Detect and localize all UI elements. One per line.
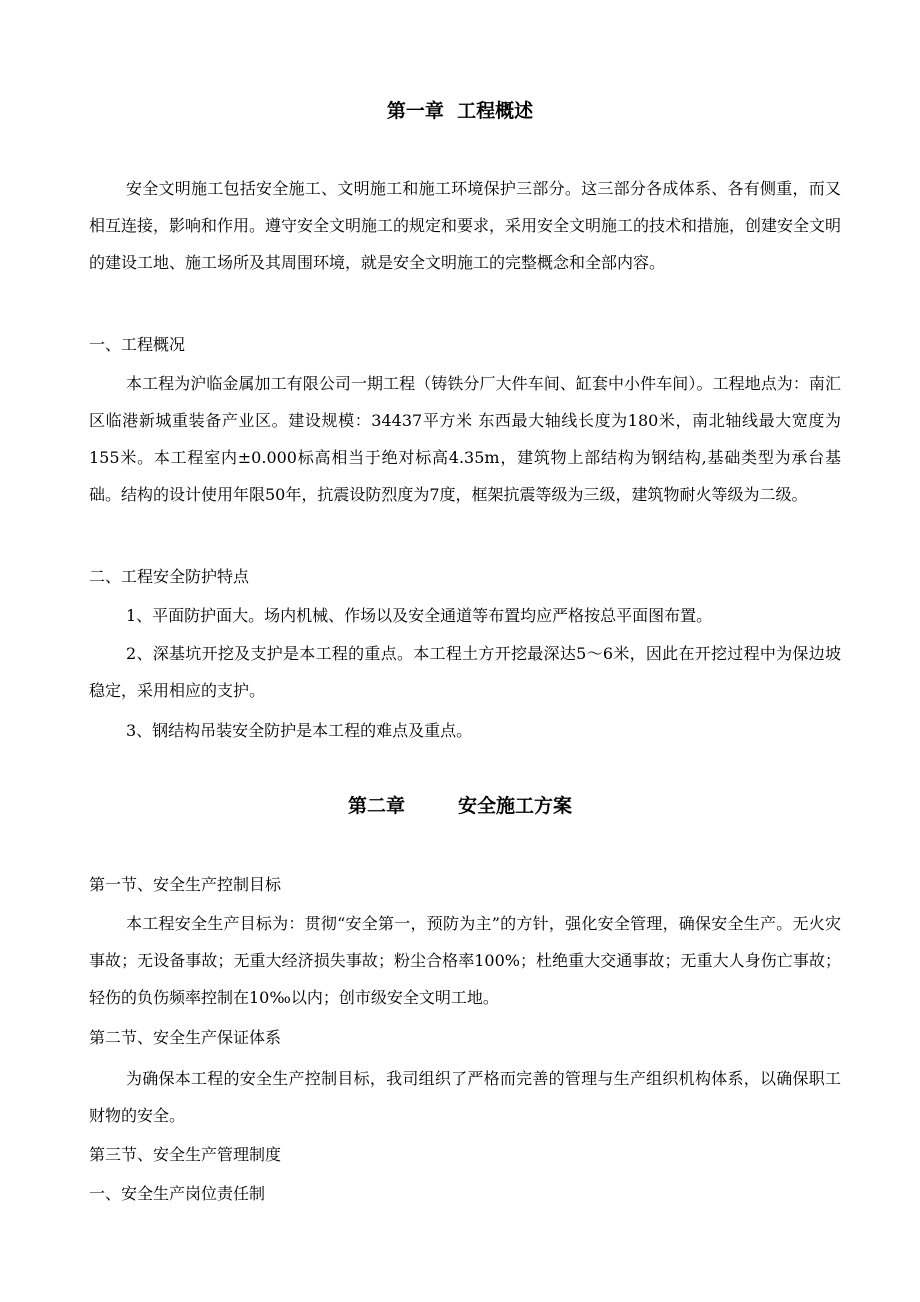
section-3-heading: 第三节、安全生产管理制度 (89, 1145, 282, 1164)
section-safety-features-heading: 二、工程安全防护特点 (89, 567, 250, 586)
safety-feature-item-3: 3、钢结构吊装安全防护是本工程的难点及重点。 (126, 721, 473, 740)
section-overview-paragraph: 本工程为沪临金属加工有限公司一期工程（铸铁分厂大件车间、缸套中小件车间）。工程地点为：南汇区临港新城重装备产业区。建设规模：34437平方米 东西最大轴线长度为180米，南北轴线最大宽度为155米。本工程室内±0.000标高相当于绝对标高4.35m，建筑物上部结构为钢结构,基础类型为承台基础。结构的设计使用年限50年，抗震设防烈度为7度，框架抗震等级为三级，建筑物耐火等级为二级。 (89, 374, 841, 504)
section-1-paragraph: 本工程安全生产目标为：贯彻“安全第一，预防为主”的方针，强化安全管理，确保安全生产。无火灾事故；无设备事故；无重大经济损失事故；粉尘合格率100%；杜绝重大交通事故；无重大人身伤亡事故；轻伤的负伤频率控制在10‰以内；创市级安全文明工地。 (89, 914, 841, 1007)
section-overview-heading: 一、工程概况 (89, 335, 186, 354)
section-2-paragraph: 为确保本工程的安全生产控制目标，我司组织了严格而完善的管理与生产组织机构体系，以确保职工财物的安全。 (89, 1069, 841, 1125)
safety-feature-item-2: 2、深基坑开挖及支护是本工程的重点。本工程土方开挖最深达5～6米，因此在开挖过程中为保边坡稳定，采用相应的支护。 (89, 644, 841, 700)
section-3-subheading: 一、安全生产岗位责任制 (89, 1184, 266, 1203)
chapter-2-title: 第二章 安全施工方案 (348, 795, 572, 817)
section-2-heading: 第二节、安全生产保证体系 (89, 1028, 282, 1047)
chapter-1-intro-paragraph: 安全文明施工包括安全施工、文明施工和施工环境保护三部分。这三部分各成体系、各有侧重，而又相互连接，影响和作用。遵守安全文明施工的规定和要求，采用安全文明施工的技术和措施，创建安全文明的建设工地、施工场所及其周围环境，就是安全文明施工的完整概念和全部内容。 (89, 179, 842, 272)
safety-feature-item-1: 1、平面防护面大。场内机械、作场以及安全通道等布置均应严格按总平面图布置。 (126, 606, 713, 625)
chapter-1-title: 第一章 工程概述 (386, 100, 534, 122)
section-1-heading: 第一节、安全生产控制目标 (89, 875, 282, 894)
